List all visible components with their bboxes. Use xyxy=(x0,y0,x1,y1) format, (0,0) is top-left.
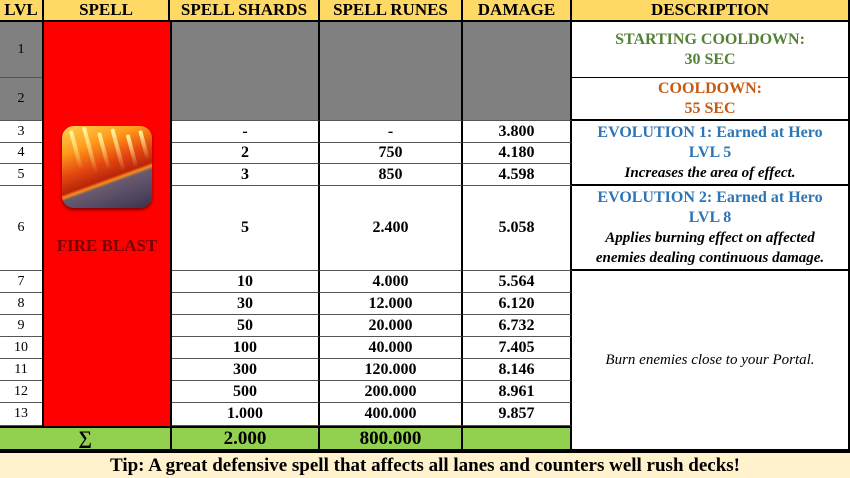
runes-cell: 2.400 xyxy=(320,186,463,271)
runes-cell: 750 xyxy=(320,143,463,164)
evolution-1-level: LVL 5 xyxy=(688,143,732,161)
shards-cell: - xyxy=(172,121,320,143)
lvl-cell: 3 xyxy=(0,121,44,143)
damage-cell: 9.857 xyxy=(463,403,572,426)
damage-cell: 8.146 xyxy=(463,359,572,381)
header-spell-runes: SPELL RUNES xyxy=(320,0,463,22)
starting-cooldown xyxy=(572,22,850,78)
damage-cell: 6.732 xyxy=(463,315,572,337)
shards-cell: 1.000 xyxy=(172,403,320,426)
spell-cell xyxy=(42,22,172,426)
spell-summary xyxy=(572,271,850,451)
runes-cell: - xyxy=(320,121,463,143)
header-spell: SPELL xyxy=(44,0,170,22)
damage-cell: 6.120 xyxy=(463,293,572,315)
damage-cell: 4.598 xyxy=(463,164,572,186)
evolution-1-title: EVOLUTION 1: Earned at Hero xyxy=(597,123,823,141)
starting-cooldown-value: 30 SEC xyxy=(684,50,736,68)
damage-cell: 5.058 xyxy=(463,186,572,271)
runes-cell: 40.000 xyxy=(320,337,463,359)
cooldown-label: COOLDOWN: xyxy=(658,79,762,97)
runes-empty xyxy=(320,22,463,121)
runes-cell: 850 xyxy=(320,164,463,186)
shards-cell: 500 xyxy=(172,381,320,403)
cooldown-value: 55 SEC xyxy=(684,99,736,117)
lvl-cell: 1 xyxy=(0,22,44,78)
spell-summary-text: Burn enemies close to your Portal. xyxy=(605,352,815,368)
runes-cell: 20.000 xyxy=(320,315,463,337)
lvl-cell: 6 xyxy=(0,186,44,271)
runes-cell: 200.000 xyxy=(320,381,463,403)
tip-text: Tip: A great defensive spell that affects all lanes and counters well rush decks! xyxy=(0,451,850,478)
damage-cell: 7.405 xyxy=(463,337,572,359)
evolution-2-effect-line1: Applies burning effect on affected xyxy=(605,229,815,246)
runes-cell: 12.000 xyxy=(320,293,463,315)
damage-cell: 4.180 xyxy=(463,143,572,164)
lvl-cell: 13 xyxy=(0,403,44,426)
damage-cell: 8.961 xyxy=(463,381,572,403)
spell-name: FIRE BLAST xyxy=(56,236,158,255)
header-description: DESCRIPTION xyxy=(572,0,850,22)
lvl-cell: 7 xyxy=(0,271,44,293)
evolution-2-effect-line2: enemies dealing continuous damage. xyxy=(595,249,825,266)
lvl-cell: 4 xyxy=(0,143,44,164)
shards-cell: 2 xyxy=(172,143,320,164)
shards-cell: 3 xyxy=(172,164,320,186)
shards-cell: 5 xyxy=(172,186,320,271)
evolution-2-level: LVL 8 xyxy=(688,208,732,226)
shards-empty xyxy=(172,22,320,121)
runes-cell: 120.000 xyxy=(320,359,463,381)
cooldown xyxy=(572,78,850,121)
total-runes: 800.000 xyxy=(320,426,463,451)
header-spell-shards: SPELL SHARDS xyxy=(170,0,320,22)
shards-cell: 50 xyxy=(172,315,320,337)
evolution-2-title: EVOLUTION 2: Earned at Hero xyxy=(597,188,823,206)
lvl-cell: 10 xyxy=(0,337,44,359)
runes-cell: 400.000 xyxy=(320,403,463,426)
evolution-1-effect: Increases the area of effect. xyxy=(624,164,796,181)
starting-cooldown-label: STARTING COOLDOWN: xyxy=(615,30,805,48)
damage-cell: 5.564 xyxy=(463,271,572,293)
lvl-cell: 5 xyxy=(0,164,44,186)
lvl-cell: 8 xyxy=(0,293,44,315)
shards-cell: 30 xyxy=(172,293,320,315)
runes-cell: 4.000 xyxy=(320,271,463,293)
evolution-2 xyxy=(572,186,850,271)
evolution-1 xyxy=(572,121,850,186)
lvl-cell: 2 xyxy=(0,78,44,121)
sum-symbol: ∑ xyxy=(0,426,172,451)
fire-blast-icon xyxy=(62,126,152,208)
total-shards: 2.000 xyxy=(172,426,320,451)
lvl-cell: 9 xyxy=(0,315,44,337)
header-damage: DAMAGE xyxy=(463,0,572,22)
damage-empty xyxy=(463,22,572,121)
lvl-cell: 12 xyxy=(0,381,44,403)
shards-cell: 10 xyxy=(172,271,320,293)
header-lvl: LVL xyxy=(0,0,44,22)
shards-cell: 100 xyxy=(172,337,320,359)
shards-cell: 300 xyxy=(172,359,320,381)
total-damage xyxy=(463,426,572,451)
lvl-cell: 11 xyxy=(0,359,44,381)
damage-cell: 3.800 xyxy=(463,121,572,143)
